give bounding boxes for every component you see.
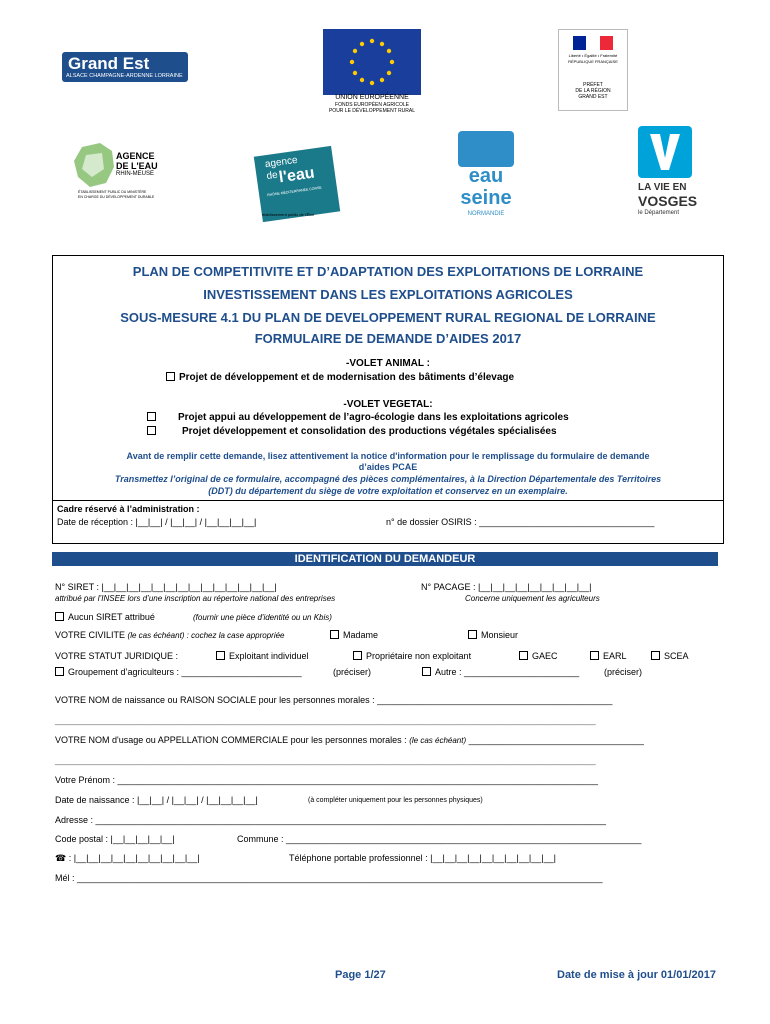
statut-label: VOTRE STATUT JURIDIQUE : xyxy=(55,651,179,661)
vosges-label-2: VOSGES xyxy=(638,193,698,209)
seine-label-1: eau xyxy=(468,165,504,187)
eu-logo xyxy=(323,29,421,95)
prefet-motto: Liberté • Égalité • Fraternité xyxy=(568,53,618,58)
eu-label-3: POUR LE DÉVELOPPEMENT RURAL xyxy=(328,108,416,114)
vosges-v-icon xyxy=(638,126,692,178)
aucun-siret-note: (fournir une pièce d'identité ou un Kbis) xyxy=(193,613,332,622)
madame-option[interactable] xyxy=(330,630,378,640)
gaec-option[interactable] xyxy=(519,651,558,661)
preciser-1: (préciser) xyxy=(333,667,372,677)
autre-option[interactable] xyxy=(422,667,579,677)
pacage-note: Concerne uniquement les agriculteurs xyxy=(465,594,600,603)
earl-option[interactable] xyxy=(590,651,627,661)
civilite-note: (le cas échéant) : cochez la case appropriée xyxy=(127,631,285,640)
aucun-siret-label: Aucun SIRET attribué xyxy=(68,612,155,622)
groupement-label: Groupement d’agriculteurs : ________________________ xyxy=(68,667,302,677)
date-naissance-note: (à compléter uniquement pour les personnes physiques) xyxy=(308,797,483,804)
agence-rmc-label-2: de xyxy=(265,169,279,183)
french-flag-icon xyxy=(573,36,613,50)
pacage-field[interactable]: N° PACAGE : |__|__|__|__|__|__|__|__|__| xyxy=(421,582,592,592)
agence-rhin-meuse-logo xyxy=(72,141,168,203)
update-date: Date de mise à jour 01/01/2017 xyxy=(557,969,716,981)
animal-option[interactable] xyxy=(166,372,514,383)
siret-note: attribué par l’INSEE lors d’une inscription au répertoire national des entreprises xyxy=(55,594,336,603)
madame-checkbox[interactable] xyxy=(330,630,339,639)
prefet-republique: RÉPUBLIQUE FRANÇAISE xyxy=(568,59,618,64)
agence-rm-label-4: ÉTABLISSEMENT PUBLIC DU MINISTÈRE xyxy=(78,190,147,194)
agence-rmc-label-3: l'eau xyxy=(277,164,316,187)
vegetal-option-1-label: Projet appui au développement de l’agro-écologie dans les exploitations agricoles xyxy=(178,412,569,423)
osiris-field[interactable]: n° de dossier OSIRIS : ___________________________________ xyxy=(386,517,655,527)
earl-label: EARL xyxy=(603,651,627,661)
exploitant-option[interactable] xyxy=(216,651,309,661)
telephone-boxes[interactable]: : |__|__|__|__|__|__|__|__|__|__| xyxy=(68,853,200,863)
animal-option-label: Projet de développement et de modernisation des bâtiments d’élevage xyxy=(179,372,515,383)
eu-label-1: UNION EUROPÉENNE xyxy=(335,94,409,101)
agence-rmc-label-1: agence xyxy=(264,154,299,171)
groupement-option[interactable] xyxy=(55,667,302,677)
title-line-2: INVESTISSEMENT DANS LES EXPLOITATIONS AGRICOLES xyxy=(203,287,573,302)
proprietaire-label: Propriétaire non exploitant xyxy=(366,651,472,661)
vosges-label-1: LA VIE EN xyxy=(638,182,687,193)
admin-title: Cadre réservé à l’administration : xyxy=(57,504,200,514)
title-line-4: FORMULAIRE DE DEMANDE D’AIDES 2017 xyxy=(254,331,522,346)
notice-line-2: d’aides PCAE xyxy=(358,462,418,472)
monsieur-checkbox[interactable] xyxy=(468,630,477,639)
tel-portable-field[interactable]: Téléphone portable professionnel : |__|__|__|__|__|__|__|__|__|__| xyxy=(289,853,556,863)
prenom-field[interactable]: Votre Prénom : ________________________________________________________________________________________________ xyxy=(55,775,599,785)
agence-rm-label-1: AGENCE xyxy=(116,151,155,161)
groupement-checkbox[interactable] xyxy=(55,667,64,676)
siret-field[interactable]: N° SIRET : |__|__|__|__|__|__|__|__|__|__|__|__|__|__| xyxy=(55,582,277,592)
gaec-checkbox[interactable] xyxy=(519,651,528,660)
monsieur-option[interactable] xyxy=(468,630,518,640)
exploitant-checkbox[interactable] xyxy=(216,651,225,660)
proprietaire-option[interactable] xyxy=(353,651,471,661)
nom-usage-note: (le cas échéant) xyxy=(409,736,467,745)
seine-label-3: NORMANDIE xyxy=(467,211,505,217)
autre-checkbox[interactable] xyxy=(422,667,431,676)
prefet-logo xyxy=(558,29,628,111)
eu-label-2: FONDS EUROPÉEN AGRICOLE xyxy=(335,102,409,108)
seine-boat-icon xyxy=(458,131,514,167)
scea-label: SCEA xyxy=(664,651,689,661)
identification-title: IDENTIFICATION DU DEMANDEUR xyxy=(52,552,718,566)
agence-rm-label-3: RHIN-MEUSE xyxy=(116,171,155,177)
prefet-label-2: DE LA RÉGION xyxy=(575,88,611,94)
proprietaire-checkbox[interactable] xyxy=(353,651,362,660)
nom-naissance-line-2[interactable]: ____________________________________________________________________________________________________________ xyxy=(55,715,596,725)
scea-checkbox[interactable] xyxy=(651,651,660,660)
aucun-siret-checkbox[interactable] xyxy=(55,612,64,621)
mel-field[interactable]: Mél : _________________________________________________________________________________________________________ xyxy=(55,873,603,883)
scea-option[interactable] xyxy=(651,651,689,661)
transmit-line-1: Transmettez l’original de ce formulaire, accompagné des pièces complémentaires, à la Direction Départementale des Territoires xyxy=(114,474,662,484)
volet-vegetal-label: -VOLET VEGETAL: xyxy=(343,399,433,410)
eu-stars-icon xyxy=(323,29,421,95)
telephone-field[interactable] xyxy=(55,853,200,864)
vegetal-option-2-label: Projet développement et consolidation des productions végétales spécialisées xyxy=(182,426,557,437)
nom-usage-line[interactable]: ___________________________________ xyxy=(468,735,644,745)
transmit-line-2: (DDT) du département du siège de votre exploitation et conservez en un exemplaire. xyxy=(208,486,568,496)
vegetal-checkbox-2[interactable] xyxy=(147,426,156,435)
date-naissance-field[interactable]: Date de naissance : |__|__| / |__|__| / |__|__|__|__| xyxy=(55,795,258,805)
eau-seine-logo xyxy=(456,131,516,225)
agence-rm-label-2: DE L'EAU xyxy=(116,161,158,171)
animal-checkbox[interactable] xyxy=(166,372,175,381)
agence-rmc-label-4: RHÔNE MÉDITERRANÉE CORSE xyxy=(266,185,322,198)
title-line-1: PLAN DE COMPETITIVITE ET D’ADAPTATION DES EXPLOITATIONS DE LORRAINE xyxy=(132,264,644,279)
nom-naissance-field[interactable]: VOTRE NOM de naissance ou RAISON SOCIALE pour les personnes morales : _______________________________________________ xyxy=(55,695,613,705)
civilite-label xyxy=(55,630,285,640)
autre-label: Autre : _______________________ xyxy=(435,667,580,677)
volet-animal-label: -VOLET ANIMAL : xyxy=(346,358,430,369)
grandest-logo-name: Grand Est xyxy=(68,54,150,73)
grandest-logo-sub: ALSACE CHAMPAGNE-ARDENNE LORRAINE xyxy=(66,73,183,79)
civilite-title: VOTRE CIVILITE xyxy=(55,630,126,640)
vosges-label-3: le Département xyxy=(638,210,680,216)
exploitant-label: Exploitant individuel xyxy=(229,651,309,661)
agence-rm-label-5: EN CHARGE DU DÉVELOPPEMENT DURABLE xyxy=(78,195,155,199)
seine-label-2: seine xyxy=(460,187,512,209)
earl-checkbox[interactable] xyxy=(590,651,599,660)
madame-label: Madame xyxy=(343,630,379,640)
vegetal-option-2[interactable] xyxy=(147,426,557,437)
aucun-siret-option[interactable] xyxy=(55,612,155,622)
adresse-field[interactable]: Adresse : ______________________________________________________________________________________________________ xyxy=(55,815,607,825)
grandest-logo xyxy=(62,52,188,82)
page-number: Page 1/27 xyxy=(335,969,386,981)
agence-rmc-logo xyxy=(254,146,340,222)
title-line-3: SOUS-MESURE 4.1 DU PLAN DE DEVELOPPEMENT RURAL REGIONAL DE LORRAINE xyxy=(120,310,656,325)
code-postal-field[interactable]: Code postal : |__|__|__|__|__| xyxy=(55,834,175,844)
gaec-label: GAEC xyxy=(532,651,558,661)
vosges-logo xyxy=(636,126,696,222)
prefet-label-3: GRAND EST xyxy=(578,94,608,100)
phone-icon: ☎ xyxy=(55,853,67,863)
france-map-icon xyxy=(72,141,116,189)
nom-usage-line-2[interactable]: ____________________________________________________________________________________________________________ xyxy=(55,755,596,765)
vegetal-option-1[interactable] xyxy=(147,412,569,423)
nom-usage-field[interactable] xyxy=(55,735,644,745)
date-reception-field[interactable]: Date de réception : |__|__| / |__|__| / |__|__|__|__| xyxy=(57,517,257,527)
vegetal-checkbox-1[interactable] xyxy=(147,412,156,421)
agence-rmc-sub: établissement public de l'État xyxy=(262,212,314,217)
commune-field[interactable]: Commune : _______________________________________________________________________ xyxy=(237,834,642,844)
monsieur-label: Monsieur xyxy=(481,630,519,640)
nom-usage-label: VOTRE NOM d'usage ou APPELLATION COMMERCIALE pour les personnes morales : xyxy=(55,735,407,745)
notice-line-1: Avant de remplir cette demande, lisez attentivement la notice d'information pour le remplissage du formulaire de demande xyxy=(126,451,650,461)
prefet-label-1: PRÉFET xyxy=(583,82,603,88)
admin-frame-divider xyxy=(52,500,724,501)
preciser-2: (préciser) xyxy=(604,667,643,677)
